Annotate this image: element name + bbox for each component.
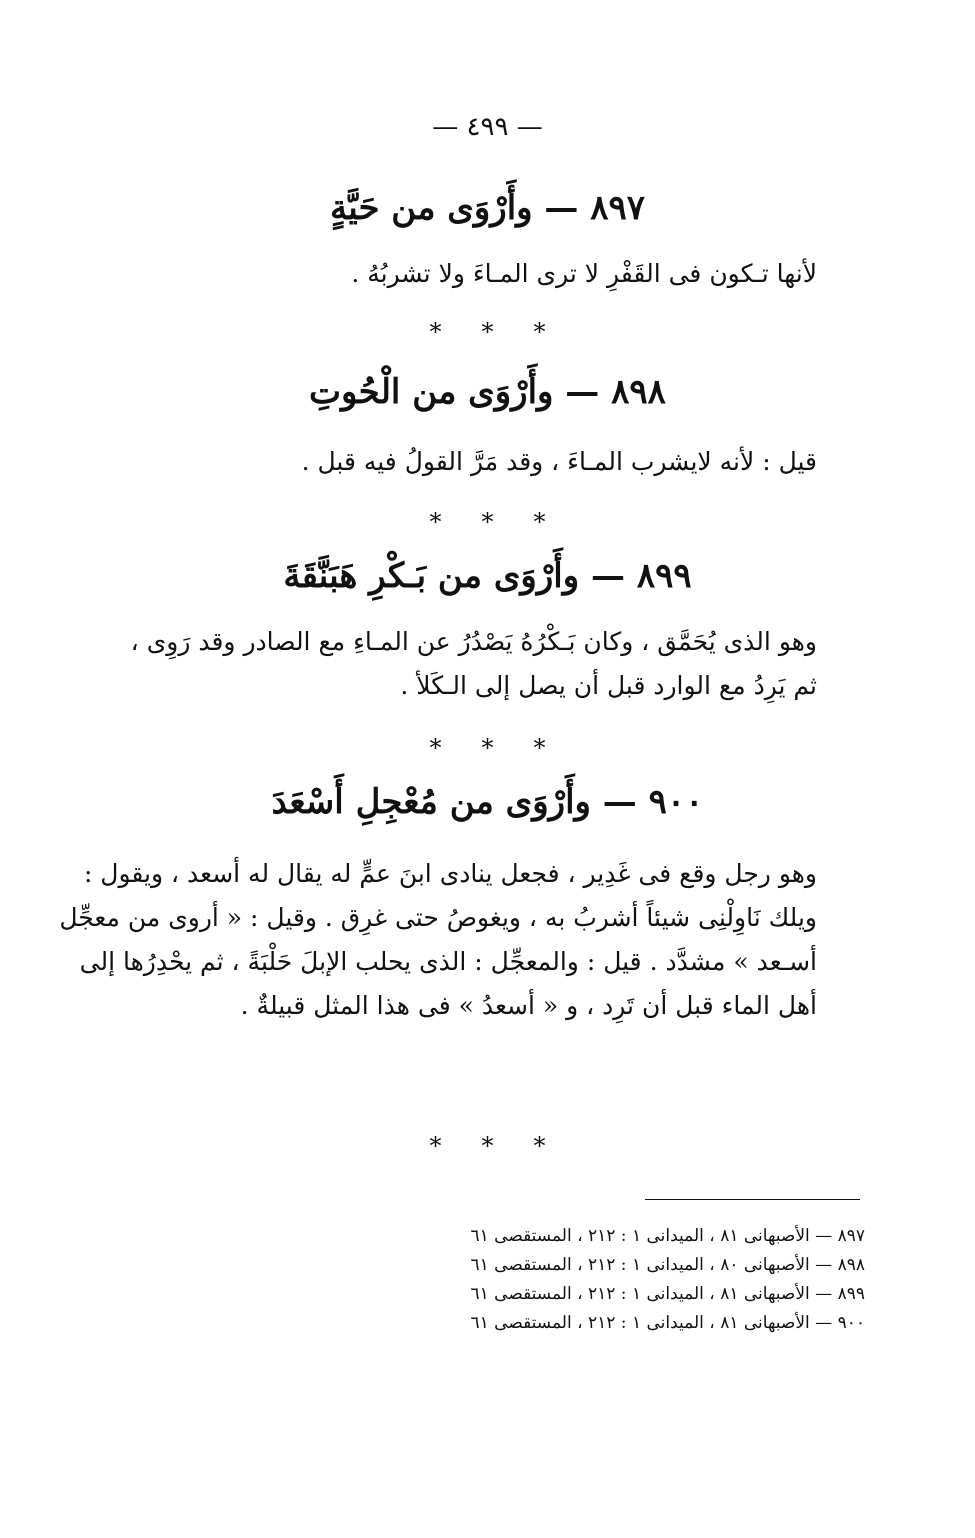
entry-line: أسـعد » مشدَّد . قيل : والمعجِّل : الذى يحلب الإبلَ حَلْبَةً ، ثم يحْدِرُها إلى xyxy=(79,947,817,976)
entry-line: ثم يَرِدُ مع الوارد قبل أن يصل إلى الـكَلأ . xyxy=(400,671,817,700)
separator-stars xyxy=(0,318,975,346)
entry-line: أهل الماء قبل أن تَرِد ، و « أسعدُ » فى هذا المثل قبيلةٌ . xyxy=(240,991,817,1020)
footnote-line: ٨٩٧ — الأصبهانى ٨١ ، الميدانى ١ : ٢١٢ ، المستقصى ٦١ xyxy=(470,1226,865,1246)
separator-stars xyxy=(0,734,975,762)
separator-star: * xyxy=(533,318,546,346)
entry-line: ويلك نَاوِلْنِى شيئاً أشربُ به ، ويغوصُ حتى غرِق . وقيل : « أروى من معجِّل xyxy=(59,903,817,932)
footnote-line: ٩٠٠ — الأصبهانى ٨١ ، الميدانى ١ : ٢١٢ ، المستقصى ٦١ xyxy=(470,1313,865,1333)
entry-title-900: ٩٠٠ — وأَرْوَى من مُعْجِلِ أَسْعَدَ xyxy=(271,782,704,822)
entry-title-897: ٨٩٧ — وأَرْوَى من حَيَّةٍ xyxy=(329,188,646,228)
footnotes xyxy=(345,1222,865,1338)
entry-line: وهو الذى يُحَمَّق ، وكان بَـكْرُهُ يَصْدُرُ عن المـاءِ مع الصادر وقد رَوِى ، xyxy=(130,627,817,656)
entry-body-899 xyxy=(130,620,817,708)
entry-line: وهو رجل وقع فى غَدِير ، فجعل ينادى ابنَ عمٍّ له يقال له أسعد ، ويقول : xyxy=(83,859,817,888)
separator-star: * xyxy=(481,1132,494,1160)
entry-title-898: ٨٩٨ — وأَرْوَى من الْحُوتِ xyxy=(309,372,666,412)
separator-star: * xyxy=(429,1132,442,1160)
entry-body-898 xyxy=(147,440,817,484)
separator-star: * xyxy=(481,734,494,762)
footnote-line: ٨٩٩ — الأصبهانى ٨١ ، الميدانى ١ : ٢١٢ ، المستقصى ٦١ xyxy=(470,1284,865,1304)
separator-star: * xyxy=(533,508,546,536)
footnote-divider xyxy=(645,1199,860,1200)
separator-stars xyxy=(0,1132,975,1160)
page-number: — ٤٩٩ — xyxy=(432,112,543,142)
separator-star: * xyxy=(481,318,494,346)
entry-body-900 xyxy=(59,852,817,1028)
separator-star: * xyxy=(429,734,442,762)
entry-line: لأنها تـكون فى القَفْرِ لا ترى المـاءَ ولا تشربُهُ . xyxy=(351,259,817,288)
entry-title-899: ٨٩٩ — وأَرْوَى من بَـكْرِ هَبَنَّقَةَ xyxy=(283,556,692,596)
footnote-line: ٨٩٨ — الأصبهانى ٨٠ ، الميدانى ١ : ٢١٢ ، المستقصى ٦١ xyxy=(470,1255,865,1275)
separator-stars xyxy=(0,508,975,536)
separator-star: * xyxy=(429,508,442,536)
separator-star: * xyxy=(429,318,442,346)
separator-star: * xyxy=(533,1132,546,1160)
separator-star: * xyxy=(533,734,546,762)
separator-star: * xyxy=(481,508,494,536)
entry-line: قيل : لأنه لايشرب المـاءَ ، وقد مَرَّ القولُ فيه قبل . xyxy=(301,447,817,476)
entry-body-897 xyxy=(147,252,817,296)
